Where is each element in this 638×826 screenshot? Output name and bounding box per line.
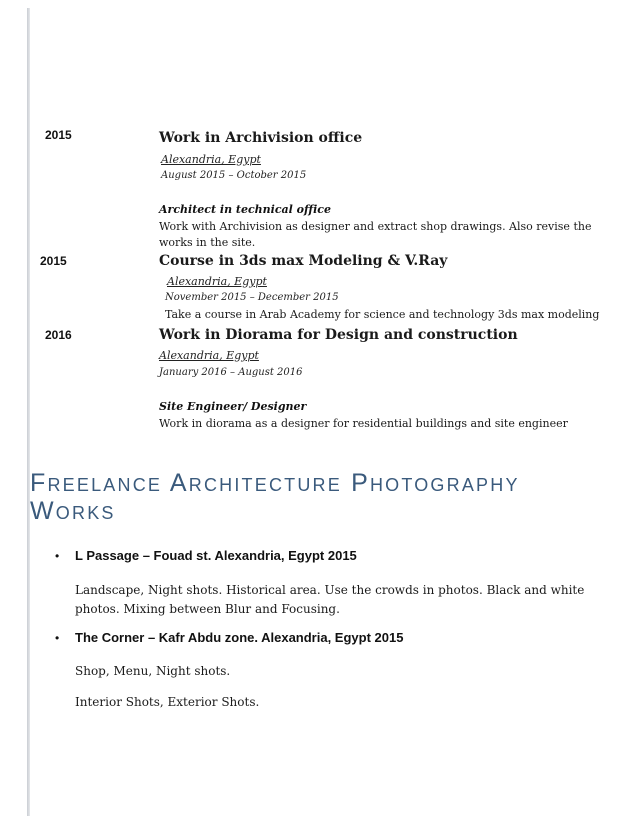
work-description: Interior Shots, Exterior Shots.: [75, 695, 260, 709]
section-title: Freelance Architecture Photography Works: [30, 469, 520, 525]
entry-location: Alexandria, Egypt: [167, 275, 267, 288]
work-description: Shop, Menu, Night shots.: [75, 664, 231, 678]
entry-dates: November 2015 – December 2015: [165, 292, 339, 303]
entry-year: 2015: [40, 254, 67, 268]
entry-dates: August 2015 – October 2015: [161, 170, 307, 181]
entry-year: 2015: [45, 128, 72, 142]
bullet-marker: •: [55, 631, 60, 645]
entry-description: Take a course in Arab Academy for science and technology 3ds max modeling: [165, 308, 600, 321]
entry-title: Work in Archivision office: [159, 130, 363, 146]
work-title: The Corner – Kafr Abdu zone. Alexandria, Egypt 2015: [75, 630, 404, 645]
entry-location: Alexandria, Egypt: [159, 349, 259, 362]
entry-dates: January 2016 – August 2016: [159, 367, 303, 378]
entry-role: Architect in technical office: [159, 203, 331, 216]
left-margin-rule: [27, 8, 30, 816]
work-description: Landscape, Night shots. Historical area. Use the crowds in photos. Black and white photos. Mixing between Blur and Focusing.: [75, 583, 585, 616]
bullet-marker: •: [55, 549, 60, 563]
entry-year: 2016: [45, 328, 72, 342]
entry-title: Work in Diorama for Design and construction: [159, 327, 518, 343]
entry-location: Alexandria, Egypt: [161, 153, 261, 166]
entry-title: Course in 3ds max Modeling & V.Ray: [159, 253, 448, 269]
entry-description: Work in diorama as a designer for residential buildings and site engineer: [159, 417, 568, 430]
entry-role: Site Engineer/ Designer: [159, 400, 307, 413]
work-title: L Passage – Fouad st. Alexandria, Egypt 2015: [75, 548, 357, 563]
entry-description: Work with Archivision as designer and extract shop drawings. Also revise the works in the site.: [159, 220, 592, 249]
